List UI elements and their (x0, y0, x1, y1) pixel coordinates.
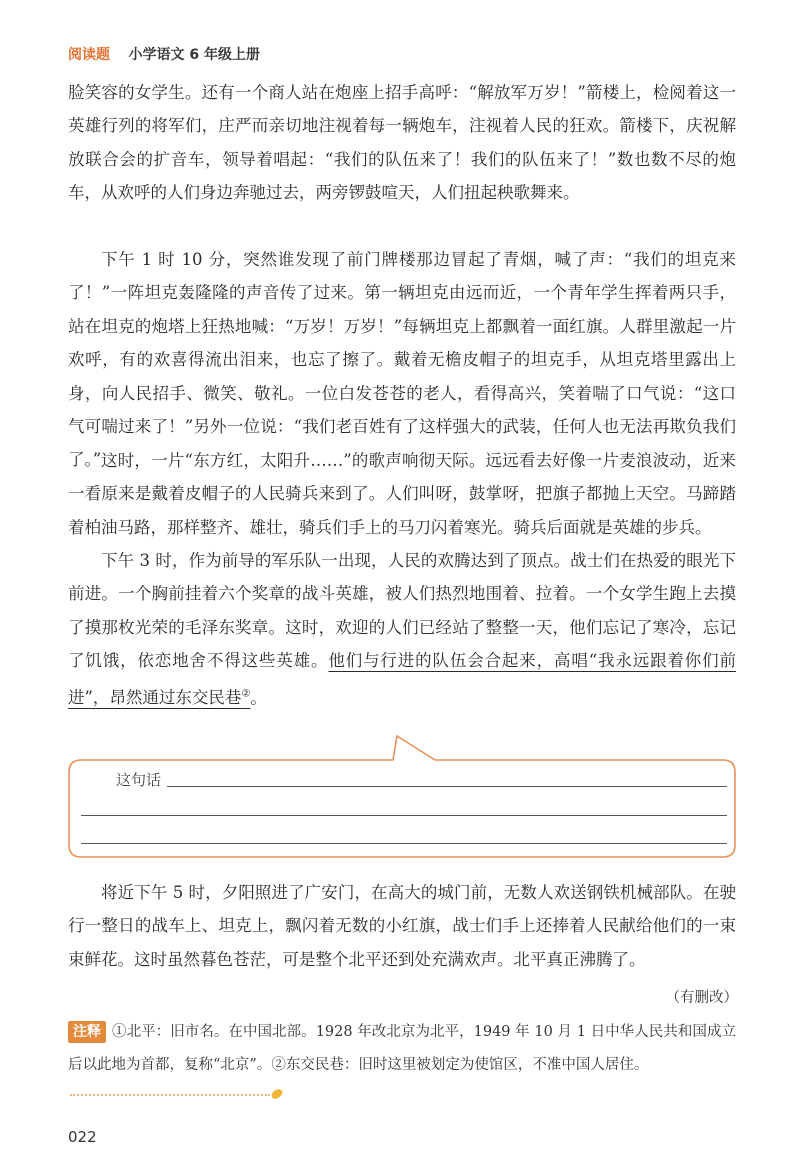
paragraph-4 (68, 544, 736, 715)
answer-line-3[interactable] (81, 843, 727, 844)
book-title: 小学语文 6 年级上册 (128, 47, 260, 63)
page-header (68, 44, 260, 64)
paragraph-1: 脸笑容的女学生。还有一个商人站在炮座上招手高呼：“解放军万岁！”箭楼上，检阅着这一英雄行列的将军们，庄严而亲切地注视着每一辆炮车，注视着人民的狂欢。箭楼下，庆祝解放联合会的扩音车，领导着唱起：“我们的队伍来了！我们的队伍来了！”数也数不尽的炮车，从欢呼的人们身边奔驰过去，两旁锣鼓喧天，人们扭起秧歌舞来。 (68, 83, 736, 203)
answer-line-1[interactable] (167, 786, 727, 787)
section-tag: 阅读题 (68, 47, 110, 63)
paragraph-4-end: 。 (250, 688, 267, 708)
paragraph-3: 这时，一片“东方红，太阳升……”的歌声响彻天际。远远看去好像一片麦浪波动，近来一看原来是戴着皮帽子的人民骑兵来到了。人们叫呀，鼓掌呀，把旗子都抛上天空。马蹄踏着柏油马路，那样整齐、雄壮，骑兵们手上的马刀闪着寒光。骑兵后面就是英雄的步兵。 (68, 451, 736, 537)
page-number: 022 (68, 1128, 97, 1146)
paragraph-4-text: 下午 3 时，作为前导的军乐队一出现，人民的欢腾达到了顶点。战士们在热爱的眼光下前进。一个胸前挂着六个奖章的战斗英雄，被人们热烈地围着、拉着。一个女学生跑上去摸了摸那枚光荣的毛泽东奖章。这时，欢迎的人们已经站了整整一天，他们忘记了寒冷，忘记了饥饿，依恋地舍不得这些英雄。 (68, 551, 736, 671)
speech-bubble-shape (67, 735, 737, 859)
paragraph-5: 将近下午 5 时，夕阳照进了广安门，在高大的城门前，无数人欢送钢铁机械部队。在驶行一整日的战车上、坦克上，飘闪着无数的小红旗，战士们手上还捧着人民献给他们的一束束鲜花。这时虽然暮色苍茫，可是整个北平还到处充满欢声。北平真正沸腾了。 (68, 883, 736, 969)
leaf-icon (270, 1087, 284, 1101)
underlined-sentence-text: 他们与行进的队伍会合起来，高唱“我永远跟着你们前进”，昂然通过东交民巷 (68, 651, 737, 708)
question-prompt: 这句话 (116, 771, 162, 789)
edited-note: （有删改） (665, 990, 738, 1006)
notes-text: ①北平：旧市名。在中国北部。1928 年改北京为北平，1949 年 10 月 1 日中华人民共和国成立后以此地为首都，复称“北京”。②东交民巷：旧时这里被划定为使馆区，不准中国人居住。 (68, 1024, 736, 1073)
paragraph-2: 下午 1 时 10 分，突然谁发现了前门牌楼那边冒起了青烟，喊了声：“我们的坦克来了！”一阵坦克轰隆隆的声音传了过来。第一辆坦克由远而近，一个青年学生挥着两只手，站在坦克的炮塔上狂热地喊：“万岁！万岁！”每辆坦克上都飘着一面红旗。人群里激起一片欢呼，有的欢喜得流出泪来，也忘了擦了。戴着无檐皮帽子的坦克手，从坦克塔里露出上身，向人民招手、微笑、敬礼。一位白发苍苍的老人，看得高兴，笑着喘了口气说：“这口气可喘过来了！”另外一位说：“我们老百姓有了这样强大的武装，任何人也无法再欺负我们了。” (68, 250, 736, 470)
decorative-dotted-line (70, 1094, 270, 1096)
answer-line-2[interactable] (81, 815, 727, 816)
notes-badge: 注释 (68, 1021, 106, 1043)
answer-bubble (67, 735, 737, 859)
footnotes (68, 1016, 736, 1082)
footnote-mark: ② (241, 688, 251, 700)
